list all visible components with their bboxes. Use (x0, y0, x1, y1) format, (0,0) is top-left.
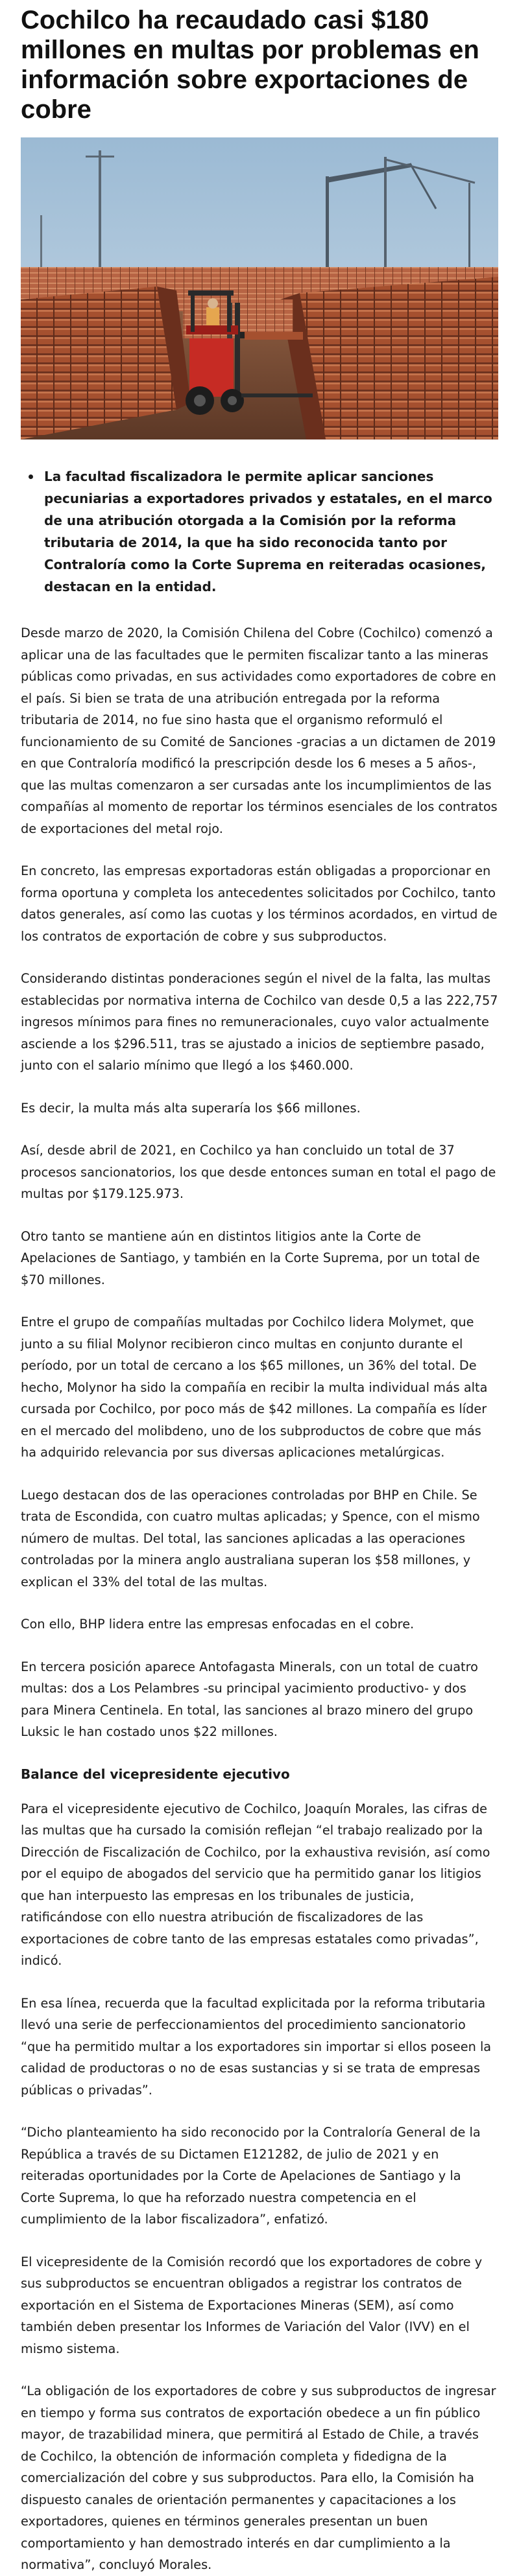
paragraph: En concreto, las empresas exportadoras están obligadas a proporcionar en forma oportuna y completa los antecedentes solicitados por Cochilco, tanto datos generales, así como las cuotas y los términos acordados, en virtud de los contratos de exportación de cobre y sus subproductos. (21, 863, 498, 944)
paragraph: “La obligación de los exportadores de cobre y sus subproductos de ingresar en tiempo y forma sus contratos de exportación obedece a un fin público mayor, de trazabilidad minera, que permitirá al Estado de Chile, a través de Cochilco, la obtención de información completa y fidedigna de la comercialización del cobre y sus subproductos. Para ello, la Comisión ha dispuesto canales de orientación permanentes y capacitaciones a los exportadores, quienes en términos generales presentan un buen comportamiento y han demostrado interés en dar cumplimiento a la normativa”, concluyó Morales. (21, 2383, 496, 2572)
lead-text: La facultad fiscalizadora le permite aplicar sanciones pecuniarias a exportadores privados y estatales, en el marco de una atribución otorgada a la Comisión por la reforma tributaria de 2014, la que ha sido reconocida tanto por Contraloría como la Corte Suprema en reiteradas ocasiones, destacan en la entidad. (44, 469, 492, 594)
hero-image (21, 137, 498, 439)
lead-bullet (21, 465, 498, 598)
bullet-icon (29, 474, 33, 479)
article-body (21, 622, 498, 2576)
paragraph: En esa línea, recuerda que la facultad explicitada por la reforma tributaria llevó una serie de perfeccionamientos del procedimiento sancionatorio “que ha permitido multar a los exportadores sin importar si ellos poseen la calidad de productoras o no de esas sustancias y si se trata de empresas públicas o privadas”. (21, 1995, 492, 2098)
article-title: Cochilco ha recaudado casi $180 millones en multas por problemas en información sobre exportaciones de cobre (21, 6, 479, 124)
paragraph: Otro tanto se mantiene aún en distintos litigios ante la Corte de Apelaciones de Santiago, y también en la Corte Suprema, por un total de $70 millones. (21, 1228, 480, 1287)
copper-yard-photo (21, 137, 498, 439)
paragraph: En tercera posición aparece Antofagasta Minerals, con un total de cuatro multas: dos a Los Pelambres -su principal yacimiento productivo- y dos para Minera Centinela. En total, las sanciones al brazo minero del grupo Luksic le han costado unos $22 millones. (21, 1659, 478, 1739)
paragraph: Considerando distintas ponderaciones según el nivel de la falta, las multas establecidas por normativa interna de Cochilco van desde 0,5 a las 222,757 ingresos mínimos para fines no remuneracionales, cuyo valor actualmente asciende a los $296.511, tras se ajustado a inicios de septiembre pasado, junto con el salario mínimo que llegó a los $460.000. (21, 971, 498, 1073)
paragraph: Así, desde abril de 2021, en Cochilco ya han concluido un total de 37 procesos sancionatorios, los que desde entonces suman en total el pago de multas por $179.125.973. (21, 1143, 496, 1201)
paragraph: Desde marzo de 2020, la Comisión Chilena del Cobre (Cochilco) comenzó a aplicar una de las facultades que le permiten fiscalizar tanto a las mineras públicas como privadas, en sus actividades como exportadores de cobre en el país. Si bien se trata de una atribución entregada por la reforma tributaria de 2014, no fue sino hasta que el organismo reformuló el funcionamiento de su Comité de Sanciones -gracias a un dictamen de 2019 en que Contraloría modificó la prescripción desde los 6 meses a 5 años-, que las multas comenzaron a ser cursadas ante los incumplimientos de las compañías al momento de reportar los términos esenciales de los contratos de exportaciones del metal rojo. (21, 626, 498, 836)
paragraph: Es decir, la multa más alta superaría los $66 millones. (21, 1100, 361, 1116)
paragraph: Luego destacan dos de las operaciones controladas por BHP en Chile. Se trata de Escondida, con cuatro multas aplicadas; y Spence, con el mismo número de multas. Del total, las sanciones aplicadas a las operaciones controladas por la minera anglo australiana superan los $58 millones, y explican el 33% del total de las multas. (21, 1487, 480, 1589)
paragraph: Entre el grupo de compañías multadas por Cochilco lidera Molymet, que junto a su filial Molynor recibieron cinco multas en conjunto durante el período, por un total de cercano a los $65 millones, un 36% del total. De hecho, Molynor ha sido la compañía en recibir la multa individual más alta cursada por Cochilco, por poco más de $42 millones. La compañía es líder en el mercado del molibdeno, uno de los subproductos de cobre que más ha adquirido relevancia por sus diversas aplicaciones metalúrgicas. (21, 1315, 488, 1460)
paragraph: “Dicho planteamiento ha sido reconocido por la Contraloría General de la República a través de su Dictamen E121282, de julio de 2021 y en reiteradas oportunidades por la Corte de Apelaciones de Santiago y la Corte Suprema, lo que ha reforzado nuestra competencia en el cumplimiento de la labor fiscalizadora”, enfatizó. (21, 2125, 481, 2227)
section-subheading: Balance del vicepresidente ejecutivo (21, 1766, 290, 1782)
paragraph: Con ello, BHP lidera entre las empresas enfocadas en el cobre. (21, 1617, 415, 1632)
paragraph: El vicepresidente de la Comisión recordó que los exportadores de cobre y sus subproductos se encuentran obligados a registrar los contratos de exportación en el Sistema de Exportaciones Mineras (SEM), así como también deben presentar los Informes de Variación del Valor (IVV) en el mismo sistema. (21, 2254, 483, 2356)
paragraph: Para el vicepresidente ejecutivo de Cochilco, Joaquín Morales, las cifras de las multas que ha cursado la comisión reflejan “el trabajo realizado por la Dirección de Fiscalización de Cochilco, por la exhaustiva revisión, así como por el equipo de abogados del servicio que ha permitido ganar los litigios que han interpuesto las empresas en los tribunales de justicia, ratificándose con ello nuestra atribución de fiscalizadores de las exportaciones de cobre tanto de las empresas estatales como privadas”, indicó. (21, 1801, 490, 1968)
